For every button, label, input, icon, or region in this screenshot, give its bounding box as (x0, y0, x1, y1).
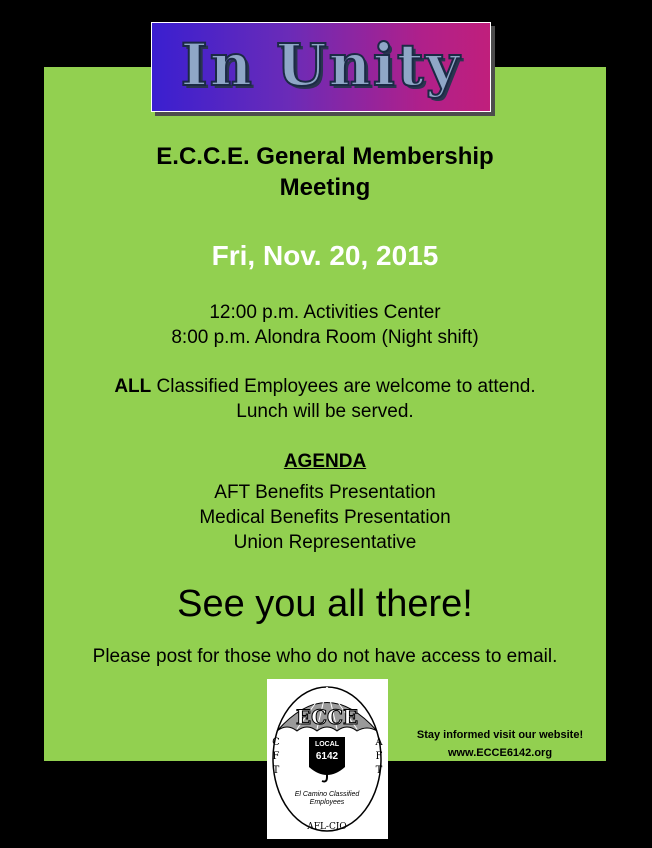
ecce-local-logo (267, 679, 388, 839)
logo-ecce-text: ECCE (295, 705, 359, 729)
logo-cft-t: T (272, 765, 280, 776)
attend-bold: ALL (114, 376, 152, 397)
logo-aft-a: A (375, 737, 383, 748)
time-daytime: 12:00 p.m. Activities Center (209, 302, 441, 323)
website-prompt: Stay informed visit our website! (416, 729, 584, 741)
logo-cft-c: C (272, 737, 280, 748)
logo-local-label: LOCAL (314, 741, 340, 748)
in-unity-banner (151, 22, 491, 112)
logo-local-number: 6142 (315, 751, 339, 762)
agenda-list (44, 480, 606, 555)
meeting-title-line1: E.C.C.E. General Membership (156, 143, 494, 170)
logo-afl-cio: AFL-CIO (307, 822, 347, 832)
attendance-note (44, 374, 606, 424)
meeting-times (44, 300, 606, 350)
banner-title: In Unity (180, 31, 462, 99)
post-note: Please post for those who do not have access to email. (92, 646, 558, 667)
logo-org-line2: Employees (309, 799, 345, 806)
umbrella-logo-icon (267, 679, 388, 839)
agenda-heading: AGENDA (283, 451, 367, 472)
logo-org-line1: El Camino Classified (294, 791, 360, 798)
meeting-title (44, 141, 606, 203)
meeting-date: Fri, Nov. 20, 2015 (211, 240, 439, 271)
time-night: 8:00 p.m. Alondra Room (Night shift) (171, 327, 479, 348)
lunch-note: Lunch will be served. (236, 401, 414, 422)
attend-rest: Classified Employees are welcome to attend. (151, 376, 536, 397)
logo-cft-f: F (272, 751, 280, 762)
meeting-title-line2: Meeting (279, 174, 371, 201)
website-url[interactable]: www.ECCE6142.org (447, 747, 553, 759)
logo-aft-f: F (375, 751, 383, 762)
agenda-item: Medical Benefits Presentation (199, 507, 451, 528)
agenda-item: Union Representative (233, 532, 417, 553)
website-info (405, 726, 595, 762)
logo-aft-t: T (375, 765, 383, 776)
agenda-item: AFT Benefits Presentation (214, 482, 436, 503)
closing-message: See you all there! (177, 583, 473, 625)
